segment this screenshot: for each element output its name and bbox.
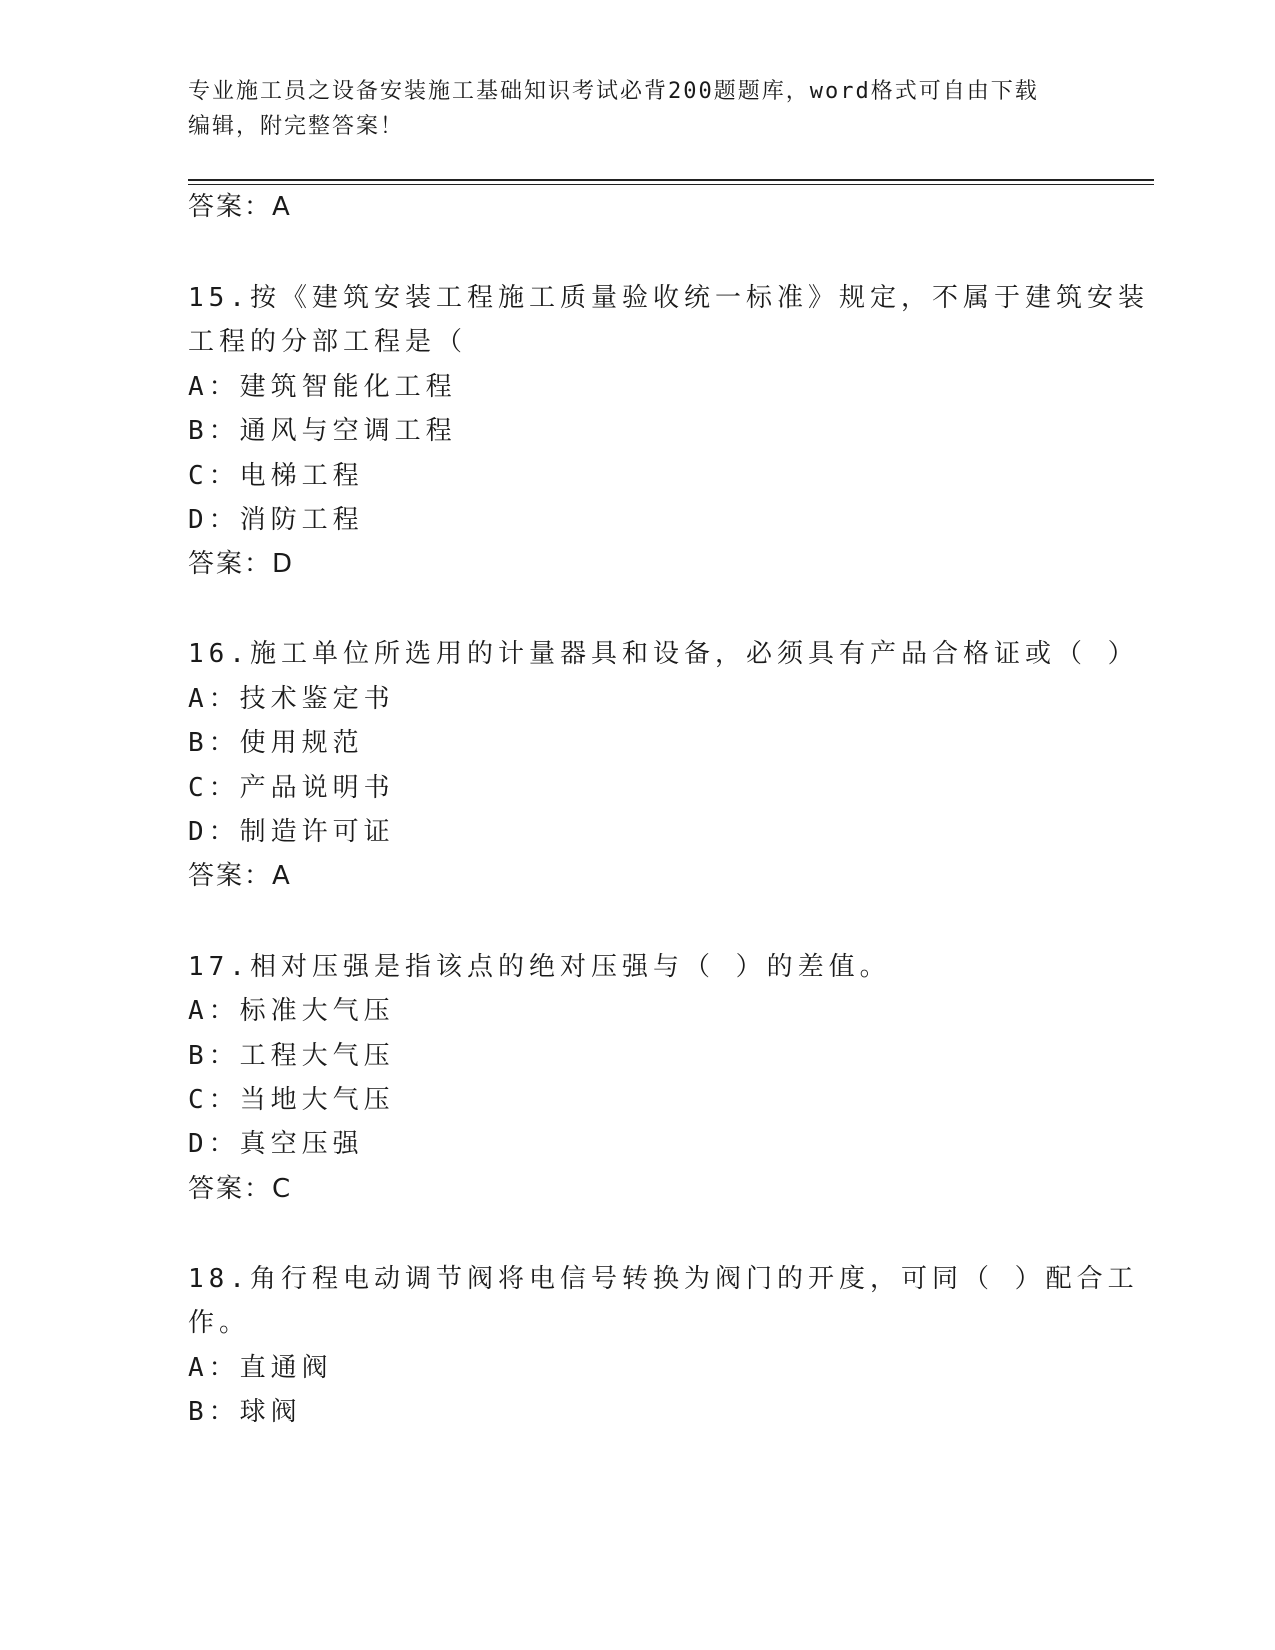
header-divider: [188, 179, 1154, 181]
option-b: B：通风与空调工程: [188, 416, 457, 446]
option-d: D：制造许可证: [188, 817, 395, 847]
question-stem-continued: 工程的分部工程是（: [188, 327, 468, 357]
question-stem: 18.角行程电动调节阀将电信号转换为阀门的开度，可同（ ）配合工: [188, 1264, 1139, 1294]
option-d: D：真空压强: [188, 1129, 364, 1159]
option-b: B：工程大气压: [188, 1041, 395, 1071]
question-stem: 17.相对压强是指该点的绝对压强与（ ）的差值。: [188, 952, 891, 982]
answer-label: 答案：D: [188, 549, 295, 579]
header-line-2: 编辑，附完整答案！: [188, 114, 405, 139]
answer-label: 答案：A: [188, 861, 292, 891]
question-stem: 15.按《建筑安装工程施工质量验收统一标准》规定，不属于建筑安装: [188, 283, 1149, 313]
question-stem: 16.施工单位所选用的计量器具和设备，必须具有产品合格证或（ ）: [188, 639, 1139, 669]
answer-label: 答案：A: [188, 192, 292, 222]
option-b: B：使用规范: [188, 728, 364, 758]
option-c: C：当地大气压: [188, 1085, 395, 1115]
option-a: A：标准大气压: [188, 996, 395, 1026]
option-a: A：直通阀: [188, 1353, 333, 1383]
option-c: C：电梯工程: [188, 461, 364, 491]
option-c: C：产品说明书: [188, 773, 395, 803]
question-stem-continued: 作。: [188, 1308, 251, 1338]
option-d: D：消防工程: [188, 505, 364, 535]
option-b: B：球阀: [188, 1397, 302, 1427]
header-divider-thin: [188, 184, 1154, 185]
answer-label: 答案：C: [188, 1174, 293, 1204]
document-header: [188, 74, 1088, 144]
option-a: A：技术鉴定书: [188, 684, 395, 714]
option-a: A：建筑智能化工程: [188, 372, 457, 402]
header-line-1: 专业施工员之设备安装施工基础知识考试必背200题题库，word格式可自由下载: [188, 79, 1039, 104]
